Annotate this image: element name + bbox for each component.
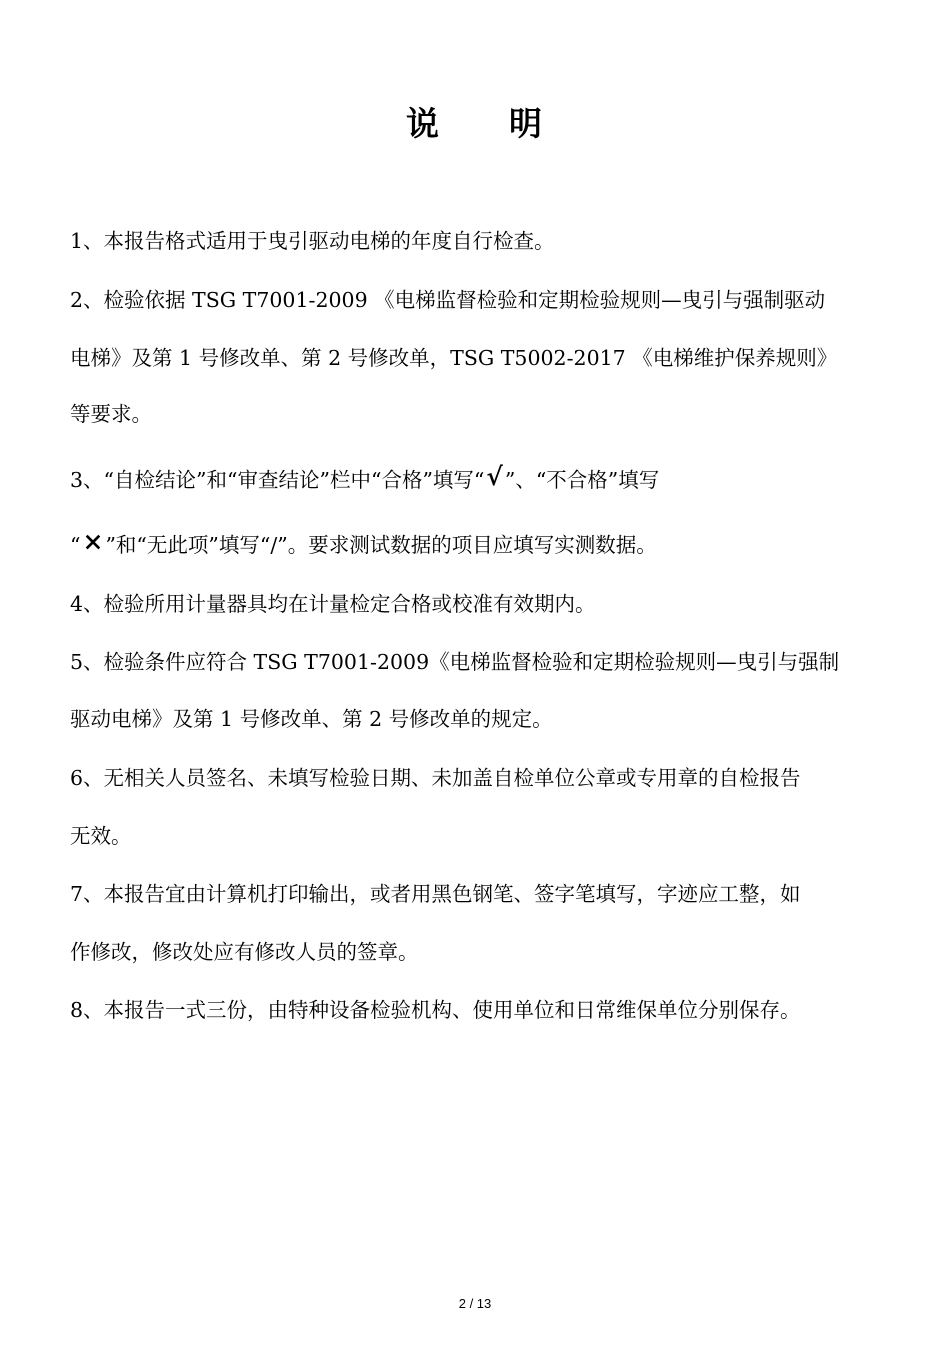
item-3-line-2: [70, 527, 880, 560]
item-5-line-1: 5、检验条件应符合 TSG T7001-2009《电梯监督检验和定期检验规则—曳引与强制: [70, 650, 840, 674]
item-8: 8、本报告一式三份，由特种设备检验机构、使用单位和日常维保单位分别保存。: [70, 998, 801, 1022]
item-3-text-b: ”、“不合格”填写: [504, 468, 660, 492]
item-2-line-3: 等要求。: [70, 402, 152, 426]
cross-mark-icon: ×: [82, 527, 104, 556]
item-3-text-c: “: [70, 533, 81, 557]
item-7-line-2: 作修改，修改处应有修改人员的签章。: [70, 940, 419, 964]
item-2-line-1: 2、检验依据 TSG T7001-2009 《电梯监督检验和定期检验规则—曳引与强制驱动: [70, 288, 826, 312]
item-3-text-a: 3、“自检结论”和“审查结论”栏中“合格”填写“: [70, 468, 485, 492]
item-6-line-1: 6、无相关人员签名、未填写检验日期、未加盖自检单位公章或专用章的自检报告: [70, 766, 801, 790]
page-title-char-1: 说: [406, 104, 441, 143]
item-7-line-1: 7、本报告宜由计算机打印输出，或者用黑色钢笔、签字笔填写，字迹应工整，如: [70, 882, 801, 906]
page-title-char-2: 明: [509, 104, 544, 143]
item-3-text-d: ”和“无此项”填写“/”。要求测试数据的项目应填写实测数据。: [105, 533, 657, 557]
item-5-line-2: 驱动电梯》及第 1 号修改单、第 2 号修改单的规定。: [70, 707, 553, 731]
check-mark-icon: √: [486, 462, 503, 491]
item-4: 4、检验所用计量器具均在计量检定合格或校准有效期内。: [70, 592, 596, 616]
item-2-line-2: 电梯》及第 1 号修改单、第 2 号修改单，TSG T5002-2017 《电梯维护保养规则》: [70, 346, 838, 370]
item-3-line-1: [70, 462, 880, 495]
page-number: 2 / 13: [458, 1296, 492, 1311]
page-title: [0, 98, 950, 145]
item-6-line-2: 无效。: [70, 824, 132, 848]
item-1: 1、本报告格式适用于曳引驱动电梯的年度自行检查。: [70, 229, 555, 253]
